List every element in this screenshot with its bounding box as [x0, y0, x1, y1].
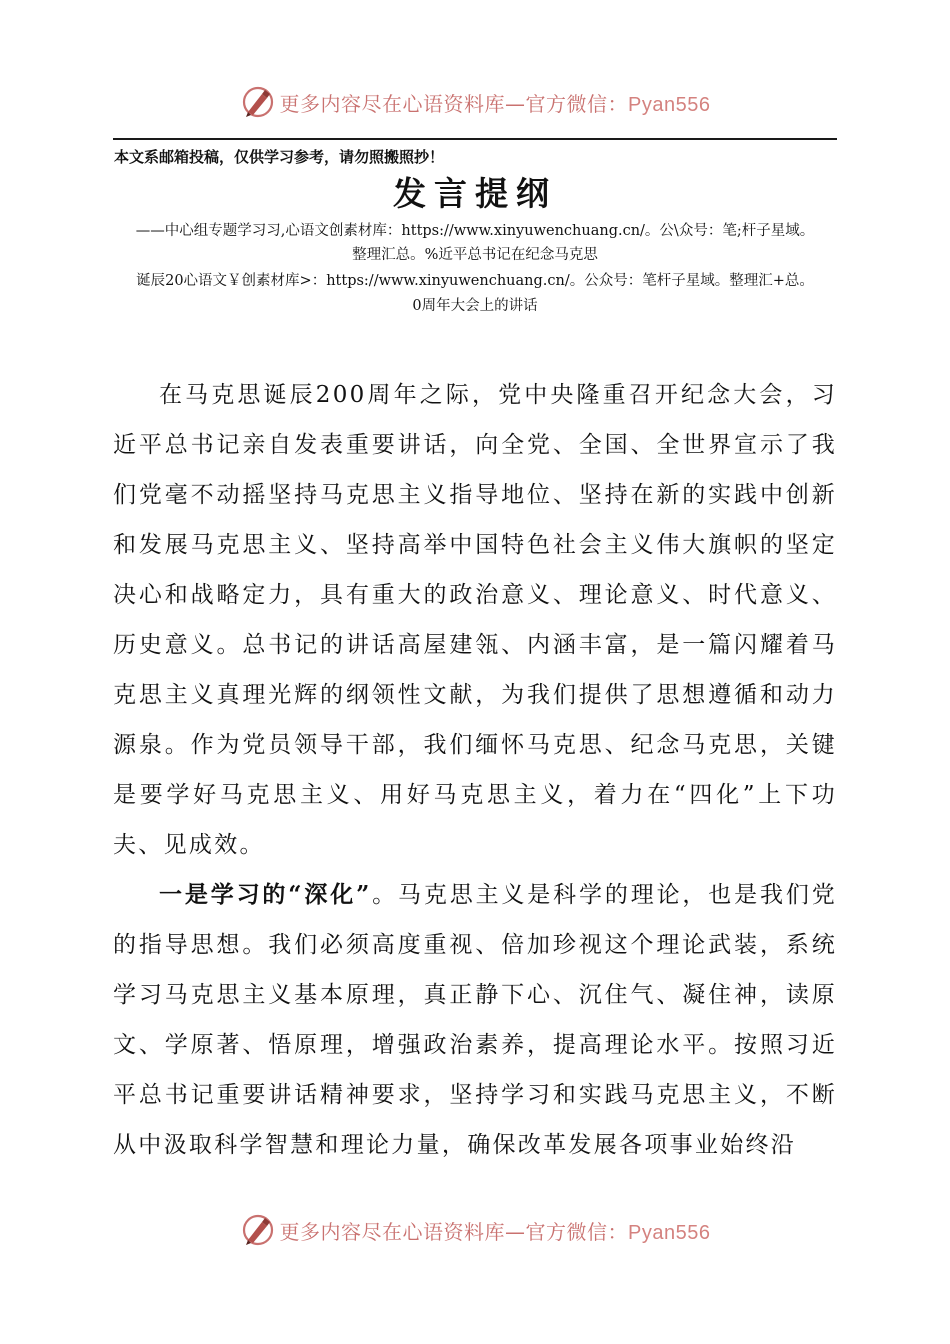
pen-nib-logo-icon	[240, 84, 276, 120]
banner-wechat-handle: Pyan556	[628, 93, 711, 116]
banner-wechat-handle: Pyan556	[628, 1221, 711, 1244]
submission-notice: 本文系邮箱投稿，仅供学习参考，请勿照搬照抄！	[114, 148, 445, 166]
banner-dash: —	[505, 91, 526, 116]
header-divider	[113, 138, 837, 140]
point-heading: 一是学习的“深化”	[159, 881, 372, 908]
subtitle-line: 0周年大会上的讲话	[412, 298, 538, 314]
banner-dash: —	[505, 1219, 526, 1244]
pen-nib-logo-icon	[240, 1212, 276, 1248]
paragraph-first-point	[113, 870, 837, 1170]
banner-library-text: 更多内容尽在心语资料库	[279, 1219, 506, 1244]
document-body	[113, 370, 837, 1170]
document-title: 发言提纲	[393, 174, 557, 213]
subtitle-line: 整理汇总。%近平总书记在纪念马克思	[352, 247, 598, 263]
banner-wechat-label: 官方微信：	[525, 91, 629, 116]
subtitle-line: 诞辰20心语文￥创素材库>：https://www.xinyuwenchuang.cn/。公众号：笔杆子星域。整理汇+总。	[136, 273, 814, 289]
paragraph-intro: 在马克思诞辰200周年之际，党中央隆重召开纪念大会，习近平总书记亲自发表重要讲话，向全党、全国、全世界宣示了我们党毫不动摇坚持马克思主义指导地位、坚持在新的实践中创新和发展马克思主义、坚持高举中国特色社会主义伟大旗帜的坚定决心和战略定力，具有重大的政治意义、理论意义、时代意义、历史意义。总书记的讲话高屋建瓴、内涵丰富，是一篇闪耀着马克思主义真理光辉的纲领性文献，为我们提供了思想遵循和动力源泉。作为党员领导干部，我们缅怀马克思、纪念马克思，关键是要学好马克思主义、用好马克思主义，着力在“四化”上下功夫、见成效。	[113, 382, 837, 858]
banner-wechat-label: 官方微信：	[525, 1219, 629, 1244]
banner-library-text: 更多内容尽在心语资料库	[279, 91, 506, 116]
header-banner	[0, 80, 950, 124]
banner-text	[280, 1216, 711, 1245]
banner-text	[280, 88, 711, 117]
subtitle-line: ——中心组专题学习习,心语文创素材库：https://www.xinyuwenchuang.cn/。公\众号：笔;杆子星域。	[135, 223, 815, 239]
footer-banner	[0, 1208, 950, 1252]
point-body: 。马克思主义是科学的理论，也是我们党的指导思想。我们必须高度重视、倍加珍视这个理论武装，系统学习马克思主义基本原理，真正静下心、沉住气、凝住神，读原文、学原著、悟原理，增强政治素养，提高理论水平。按照习近平总书记重要讲话精神要求，坚持学习和实践马克思主义，不断从中汲取科学智慧和理论力量，确保改革发展各项事业始终沿	[113, 882, 837, 1158]
